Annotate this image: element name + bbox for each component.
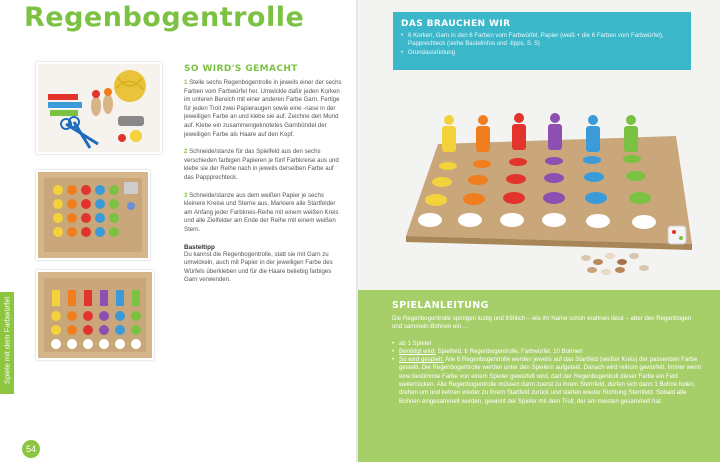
materials-box <box>393 12 691 70</box>
rules-item-label: Benötigt wird: <box>399 347 436 355</box>
rules-item-label: So wird gespielt: <box>399 356 444 364</box>
game-rules-box <box>358 290 720 462</box>
step-2 <box>184 148 344 182</box>
left-page <box>0 0 358 462</box>
rules-list <box>358 340 720 406</box>
how-heading: SO WIRD'S GEMACHT <box>184 64 298 74</box>
rules-intro: Die Regenbogentrolle springen lustig und fröhlich – wie ihr Name schon erahnen lässt – aber den Regenbogen und sammeln Bohnen ein … <box>392 315 692 331</box>
board-circles-illustration <box>38 172 148 258</box>
page-number-left: 54 <box>22 440 40 458</box>
board-trolls-illustration <box>38 272 152 358</box>
materials-heading: DAS BRAUCHEN WIR <box>401 19 511 29</box>
rules-item-text: Alle 6 Regenbogentrolle werden jeweils auf das Startfeld (weißer Kreis) der passenden Farbe gestellt. Die Regenbogentrolle werden unter den Spielern aufgeteilt. Danach wird reihum gewürfelt. Immer wenn eine bestimmte Farbe von einem Spieler gewürfelt wird, darf der Regenbogentroll dieser Farbe ein Feld weiterrücken. Alle Regenbogentrolle müssen dann zuerst zu ihrem Sternfeld, dürfen sich dann 1 Bohne holen, drehen um und kehren wieder zu ihrem Startfeld zurück und starten wieder Richtung Sternfeld. Sobald alle Bohnen eingesammelt wurden, gewinnt der Spieler mit dem Troll, der am meisten gesammelt hat. <box>399 356 702 405</box>
step-number: 1 <box>184 79 188 86</box>
rules-item <box>392 340 702 348</box>
board-trolls-photo <box>36 270 154 360</box>
materials-item: • 6 Korken, Garn in den 6 Farben vom Farbwürfel, Papier (weiß + die 6 Farben vom Farbwürfel), Papprechteck (siehe Bastelinfos und -tipps, S. 5) <box>401 32 683 49</box>
rules-heading: SPIELANLEITUNG <box>392 300 489 311</box>
rules-item <box>392 356 702 406</box>
board-circles-photo <box>36 170 150 260</box>
game-photo <box>386 86 696 282</box>
materials-photo <box>36 62 162 154</box>
page-title: Regenbogentrolle <box>24 2 305 33</box>
game-board-illustration <box>386 86 696 282</box>
side-tab <box>0 292 14 394</box>
side-tab-label: Spiele mit dem Farbwürfel <box>2 296 12 385</box>
tip-heading: Basteltipp <box>184 243 215 251</box>
step-text: Schneide/stanze für das Spielfeld aus den sechs verschieden farbigen Papieren je fünf Farbkreise aus und klebe sie der Reihe nach in jeweils derselben Farbe auf das Pappрrechteck. <box>184 148 339 181</box>
step-number: 2 <box>184 148 188 156</box>
instructions-column <box>184 60 344 285</box>
rules-item-text: Spielfeld, 6 Regenbogentrolle, Farbwürfel, 10 Bohnen <box>437 347 583 355</box>
step-3 <box>184 192 344 235</box>
rules-item <box>392 348 702 356</box>
step-text: Schneide/stanze aus dem weißen Papier je sechs kleinere Kreise und Sterne aus. Markiere alle Startfelder am Anfang jeder Farbkreis-Reihe mit einem weißen Kreis und alle Zielfelder am Ende der Reihe mit einem weißen Stern. <box>184 191 339 233</box>
materials-illustration <box>38 64 160 152</box>
rules-item-text: ab 1 Spieler <box>399 339 432 347</box>
materials-list <box>393 32 691 57</box>
step-text: Stelle sechs Regenbogentrolle in jeweils einer der sechs Farben vom Farbwürfel her. Umwickle dafür jeden Korken im unteren Bereich mit einer anderen Farbe Garn. Fertige für jeden Troll zwei Papieraugen sowie eine -nase in der jeweiligen Farbe an und klebe sie auf. Zeichne den Mund auf. Klebe ein zusammengeknotetes Garnbündel der jeweiligen Farbe als Haare auf den Kopf. <box>184 79 342 138</box>
step-number: 3 <box>184 191 188 199</box>
tip-text: Du kannst die Regenbogentrolle, statt sie mit Garn zu umwickeln, auch mit Papier in der jeweiligen Farbe des Würfels überkleben und für die Haare beliebig farbiges Garn verwenden. <box>184 250 333 284</box>
materials-item: • Grundausrüstung <box>401 49 683 57</box>
step-1 <box>184 79 344 139</box>
